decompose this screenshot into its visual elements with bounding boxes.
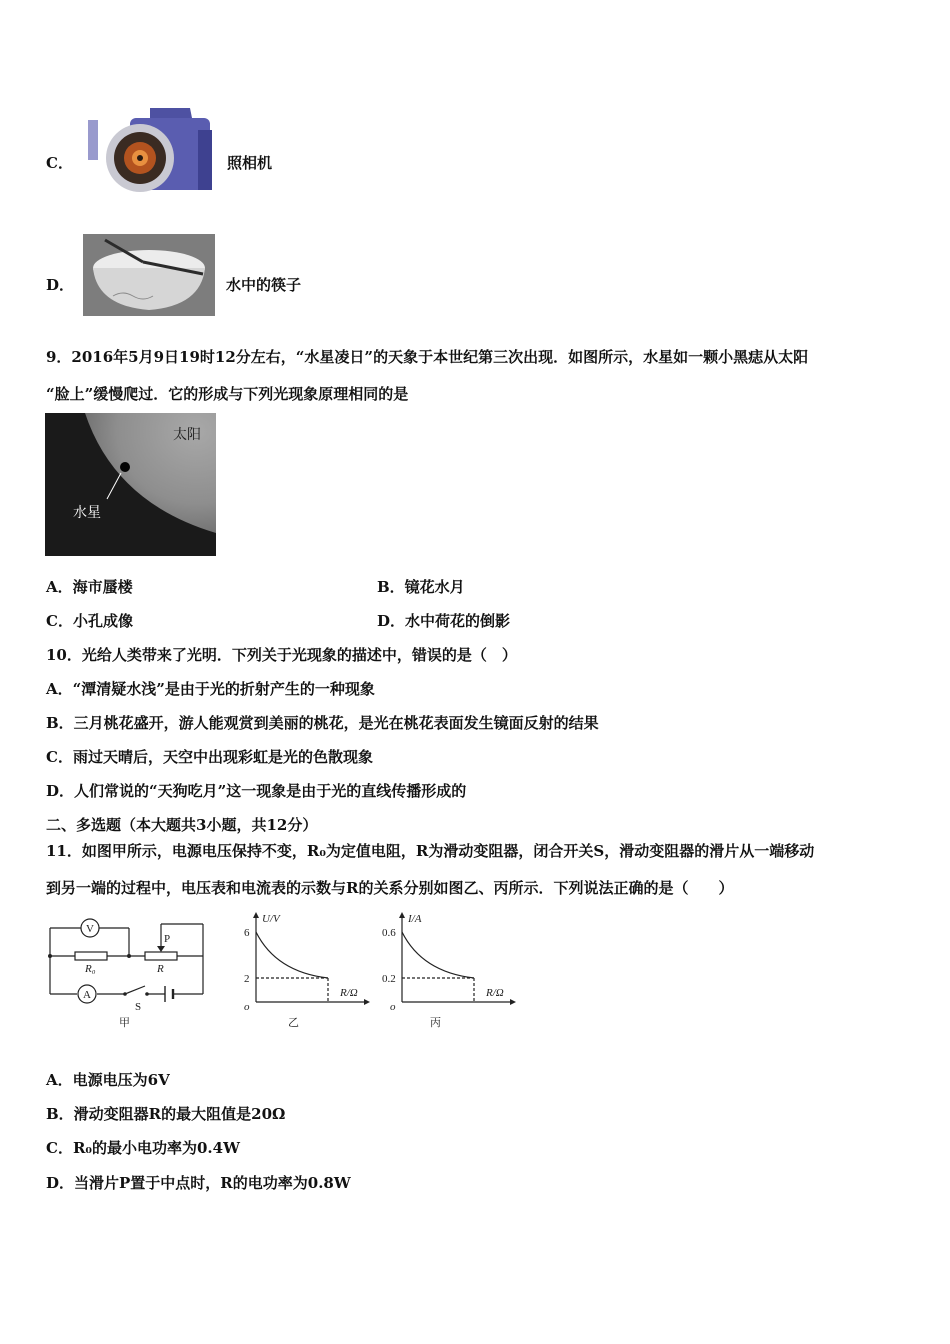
section-heading: 二、多选题（本大题共3小题，共12分） xyxy=(46,816,318,834)
q8-option-d-label: D． xyxy=(46,276,75,294)
q11-stem-line2: 到另一端的过程中，电压表和电流表的示数与R的关系分别如图乙、丙所示．下列说法正确的是（ ） xyxy=(46,879,734,897)
yi-xlabel: R/Ω xyxy=(340,987,358,999)
q9-stem-line2: “脸上”缓慢爬过．它的形成与下列光现象原理相同的是 xyxy=(46,385,409,403)
bing-origin: o xyxy=(390,1001,396,1013)
q9-option-b: B．镜花水月 xyxy=(377,578,465,596)
q9-stem-line1: 9．2016年5月9日19时12分左右，“水星凌日”的天象于本世纪第三次出现．如图所示，水星如一颗小黑痣从太阳 xyxy=(46,348,809,366)
ammeter-label: A xyxy=(83,989,91,1001)
mercury-label: 水星 xyxy=(73,506,101,521)
bing-caption: 丙 xyxy=(430,1017,441,1029)
q10-option-b: B．三月桃花盛开，游人能观赏到美丽的桃花，是光在桃花表面发生镜面反射的结果 xyxy=(46,714,599,732)
slider-label: P xyxy=(164,933,171,945)
transit-photo xyxy=(45,413,216,556)
switch-label: S xyxy=(135,1001,142,1013)
q11-option-a: A．电源电压为6V xyxy=(46,1071,170,1089)
bowl-chopstick-image xyxy=(83,234,215,316)
q9-option-c: C．小孔成像 xyxy=(46,612,133,630)
yi-ytick-low: 2 xyxy=(244,973,250,985)
q10-option-d: D．人们常说的“天狗吃月”这一现象是由于光的直线传播形成的 xyxy=(46,782,467,800)
circuit-diagram xyxy=(45,912,215,1032)
yi-ylabel: U/V xyxy=(262,913,280,925)
q8-option-c-label: C． xyxy=(46,154,73,172)
yi-origin: o xyxy=(244,1001,250,1013)
q8-option-c-text: 照相机 xyxy=(227,154,273,172)
q11-option-c: C．R₀的最小电功率为0.4W xyxy=(46,1139,240,1157)
q11-option-d: D．当滑片P置于中点时，R的电功率为0.8W xyxy=(46,1174,351,1192)
bing-ytick-top: 0.6 xyxy=(382,927,396,939)
q9-option-d: D．水中荷花的倒影 xyxy=(377,612,511,630)
q8-option-d-text: 水中的筷子 xyxy=(226,276,302,294)
curve-u-r xyxy=(256,932,328,978)
q10-option-a: A．“潭清疑水浅”是由于光的折射产生的一种现象 xyxy=(46,680,375,698)
curve-i-r xyxy=(402,932,474,978)
q11-stem-line1: 11．如图甲所示，电源电压保持不变，R₀为定值电阻，R为滑动变阻器，闭合开关S，滑动变阻器的滑片从一端移动 xyxy=(46,842,815,860)
graph-yi xyxy=(236,912,376,1032)
bing-xlabel: R/Ω xyxy=(486,987,504,999)
circuit-caption: 甲 xyxy=(119,1017,130,1029)
q11-option-b: B．滑动变阻器R的最大阻值是20Ω xyxy=(46,1105,286,1123)
graph-bing xyxy=(380,912,520,1032)
yi-caption: 乙 xyxy=(288,1017,299,1029)
voltmeter-label: V xyxy=(86,923,94,935)
q9-option-a: A．海市蜃楼 xyxy=(46,578,133,596)
bing-ylabel: I/A xyxy=(408,913,422,925)
q10-option-c: C．雨过天晴后，天空中出现彩虹是光的色散现象 xyxy=(46,748,373,766)
camera-image xyxy=(80,100,220,198)
q10-stem: 10．光给人类带来了光明．下列关于光现象的描述中，错误的是（ ） xyxy=(46,646,517,664)
yi-ytick-top: 6 xyxy=(244,927,250,939)
sun-label: 太阳 xyxy=(173,428,201,443)
r-label: R xyxy=(157,963,164,975)
r0-label: R₀ xyxy=(85,963,96,975)
bing-ytick-low: 0.2 xyxy=(382,973,396,985)
